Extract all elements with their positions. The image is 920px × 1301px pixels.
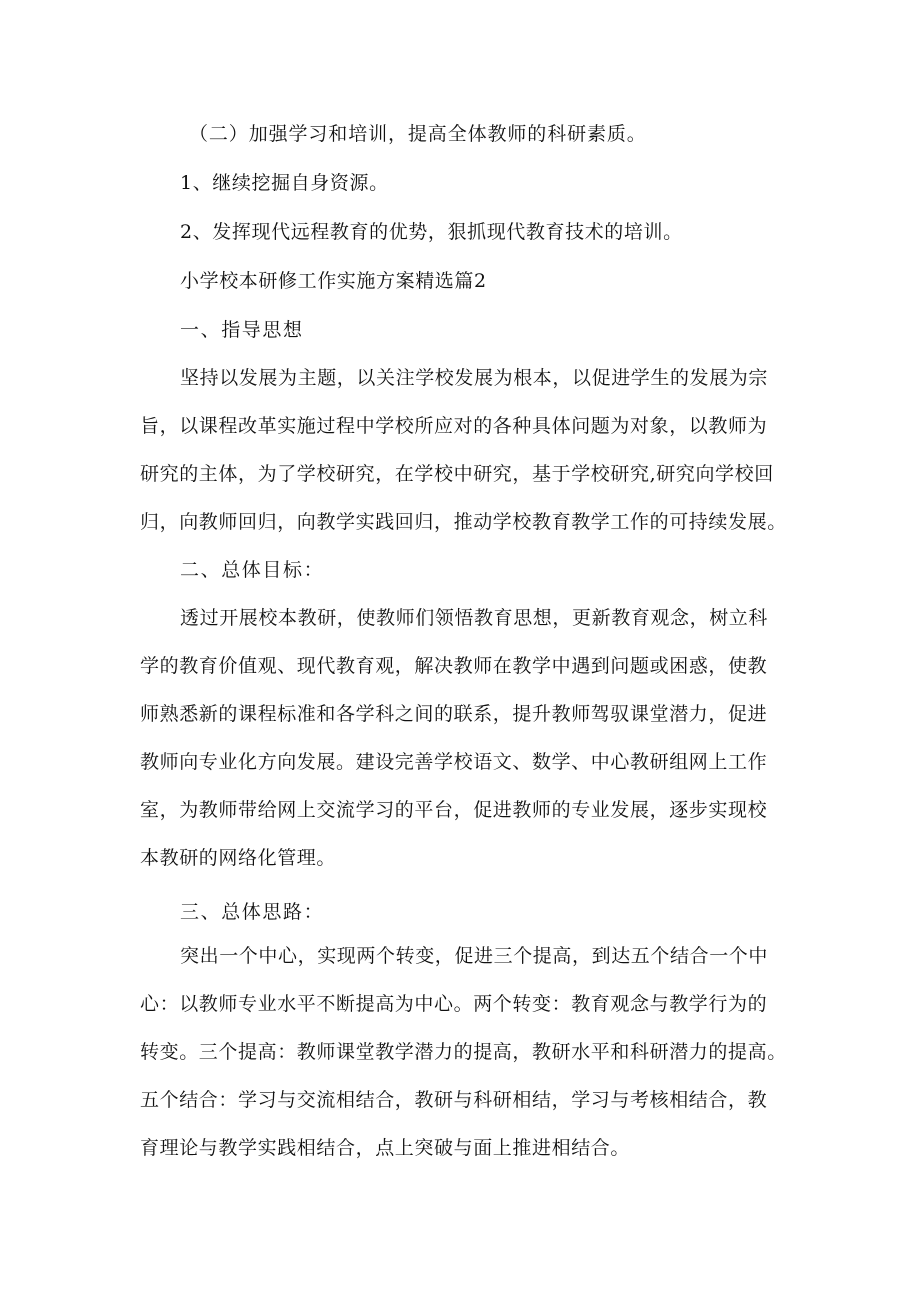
paragraph-line: 研究的主体，为了学校研究，在学校中研究，基于学校研究,研究向学校回: [140, 463, 774, 485]
paragraph-line: 心：以教师专业水平不断提高为中心。两个转变：教育观念与教学行为的: [140, 993, 768, 1015]
paragraph-line: 教师向专业化方向发展。建设完善学校语文、数学、中心教研组网上工作: [140, 751, 768, 773]
section-heading-overall-goal: 二、总体目标：: [180, 559, 325, 581]
article-title: 小学校本研修工作实施方案精选篇2: [180, 270, 487, 292]
paragraph-line: 育理论与教学实践相结合，点上突破与面上推进相结合。: [140, 1137, 631, 1159]
section-heading-strengthen-training: （二）加强学习和培训，提高全体教师的科研素质。: [189, 123, 647, 145]
paragraph-line: 本教研的网络化管理。: [140, 847, 337, 869]
paragraph-line: 归，向教师回归，向教学实践回归，推动学校教育教学工作的可持续发展。: [140, 511, 787, 533]
paragraph-line: 学的教育价值观、现代教育观，解决教师在教学中遇到问题或困惑，使教: [140, 655, 768, 677]
paragraph-line: 室，为教师带给网上交流学习的平台，促进教师的专业发展，逐步实现校: [140, 799, 768, 821]
paragraph-line: 五个结合：学习与交流相结合，教研与科研相结，学习与考核相结合，教: [140, 1089, 768, 1111]
paragraph-line: 透过开展校本教研，使教师们领悟教育思想，更新教育观念，树立科: [180, 607, 769, 629]
paragraph-line: 转变。三个提高：教师课堂教学潜力的提高，教研水平和科研潜力的提高。: [140, 1041, 787, 1063]
list-item-1: 1、继续挖掘自身资源。: [180, 172, 389, 194]
paragraph-line: 旨，以课程改革实施过程中学校所应对的各种具体问题为对象，以教师为: [140, 415, 768, 437]
paragraph-line: 师熟悉新的课程标准和各学科之间的联系，提升教师驾驭课堂潜力，促进: [140, 703, 768, 725]
paragraph-line: 突出一个中心，实现两个转变，促进三个提高，到达五个结合一个中: [180, 945, 769, 967]
list-item-2: 2、发挥现代远程教育的优势，狠抓现代教育技术的培训。: [180, 221, 683, 243]
section-heading-guiding-ideology: 一、指导思想: [180, 319, 304, 341]
paragraph-line: 坚持以发展为主题，以关注学校发展为根本，以促进学生的发展为宗: [180, 367, 769, 389]
section-heading-overall-approach: 三、总体思路：: [180, 901, 325, 923]
